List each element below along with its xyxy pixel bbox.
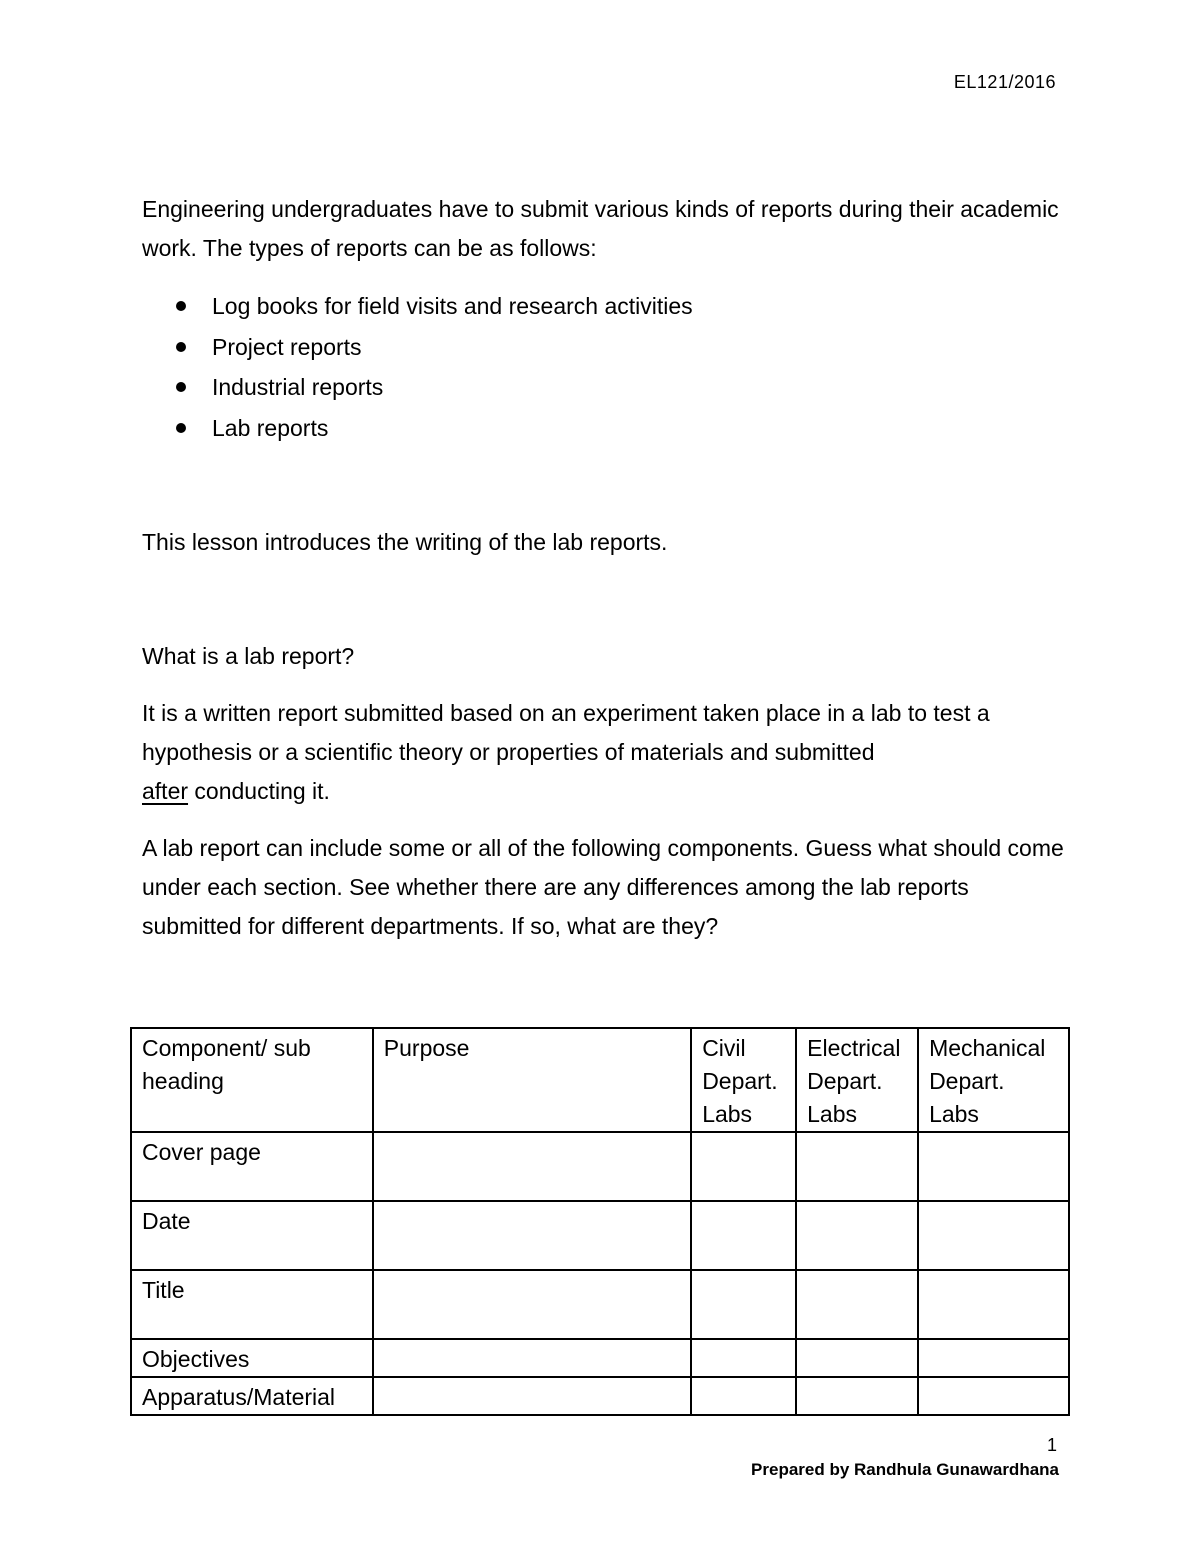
- empty-cell: [918, 1339, 1069, 1377]
- header-purpose: Purpose: [373, 1028, 691, 1132]
- empty-cell: [918, 1201, 1069, 1270]
- empty-cell: [691, 1270, 796, 1339]
- header-component: Component/ sub heading: [131, 1028, 373, 1132]
- table-header-row: [131, 1028, 1069, 1132]
- empty-cell: [691, 1377, 796, 1415]
- empty-cell: [373, 1270, 691, 1339]
- intro-paragraph: Engineering undergraduates have to submit various kinds of reports during their academic work. The types of reports can be as follows:: [142, 196, 1059, 261]
- empty-cell: [796, 1339, 918, 1377]
- table-row: [131, 1270, 1069, 1339]
- report-types-list: [142, 286, 1072, 448]
- empty-cell: [373, 1339, 691, 1377]
- bullet-icon: [176, 423, 186, 433]
- list-item: Industrial reports: [142, 367, 1072, 408]
- empty-cell: [373, 1377, 691, 1415]
- empty-cell: [918, 1377, 1069, 1415]
- table-row: [131, 1377, 1069, 1415]
- bullet-icon: [176, 301, 186, 311]
- lesson-paragraph: This lesson introduces the writing of the lab reports.: [142, 529, 668, 555]
- empty-cell: [691, 1132, 796, 1201]
- row-label: Apparatus/Material: [131, 1377, 373, 1415]
- prepared-by: Prepared by Randhula Gunawardhana: [751, 1460, 1059, 1479]
- emphasis-after: after: [142, 778, 189, 804]
- empty-cell: [796, 1270, 918, 1339]
- empty-cell: [796, 1132, 918, 1201]
- page-number: 1: [1046, 1435, 1057, 1455]
- list-item: Log books for field visits and research activities: [142, 286, 1072, 327]
- row-label: Objectives: [131, 1339, 373, 1377]
- list-item: Project reports: [142, 327, 1072, 368]
- bullet-icon: [176, 382, 186, 392]
- list-item: Lab reports: [142, 408, 1072, 449]
- empty-cell: [796, 1201, 918, 1270]
- empty-cell: [691, 1339, 796, 1377]
- components-table: [130, 1027, 1070, 1416]
- empty-cell: [918, 1132, 1069, 1201]
- empty-cell: [691, 1201, 796, 1270]
- header-electrical: Electrical Depart. Labs: [796, 1028, 918, 1132]
- question-heading: What is a lab report?: [142, 643, 355, 669]
- table-row: [131, 1132, 1069, 1201]
- table-row: [131, 1201, 1069, 1270]
- bullet-icon: [176, 342, 186, 352]
- body-text: [142, 190, 1072, 946]
- definition-paragraph: It is a written report submitted based on an experiment taken place in a lab to test a hypothesis or a scientific theory or properties of materials and submitted after conducting it.: [142, 700, 990, 804]
- course-code: EL121/2016: [953, 72, 1056, 92]
- row-label: Date: [131, 1201, 373, 1270]
- row-label: Cover page: [131, 1132, 373, 1201]
- empty-cell: [796, 1377, 918, 1415]
- header-civil: Civil Depart. Labs: [691, 1028, 796, 1132]
- empty-cell: [918, 1270, 1069, 1339]
- instructions-paragraph: A lab report can include some or all of the following components. Guess what should come under each section. See whether there are any differences among the lab reports submitted for different departments. If so, what are they?: [142, 835, 1064, 939]
- header-mechanical: Mechanical Depart. Labs: [918, 1028, 1069, 1132]
- empty-cell: [373, 1132, 691, 1201]
- empty-cell: [373, 1201, 691, 1270]
- table-row: [131, 1339, 1069, 1377]
- row-label: Title: [131, 1270, 373, 1339]
